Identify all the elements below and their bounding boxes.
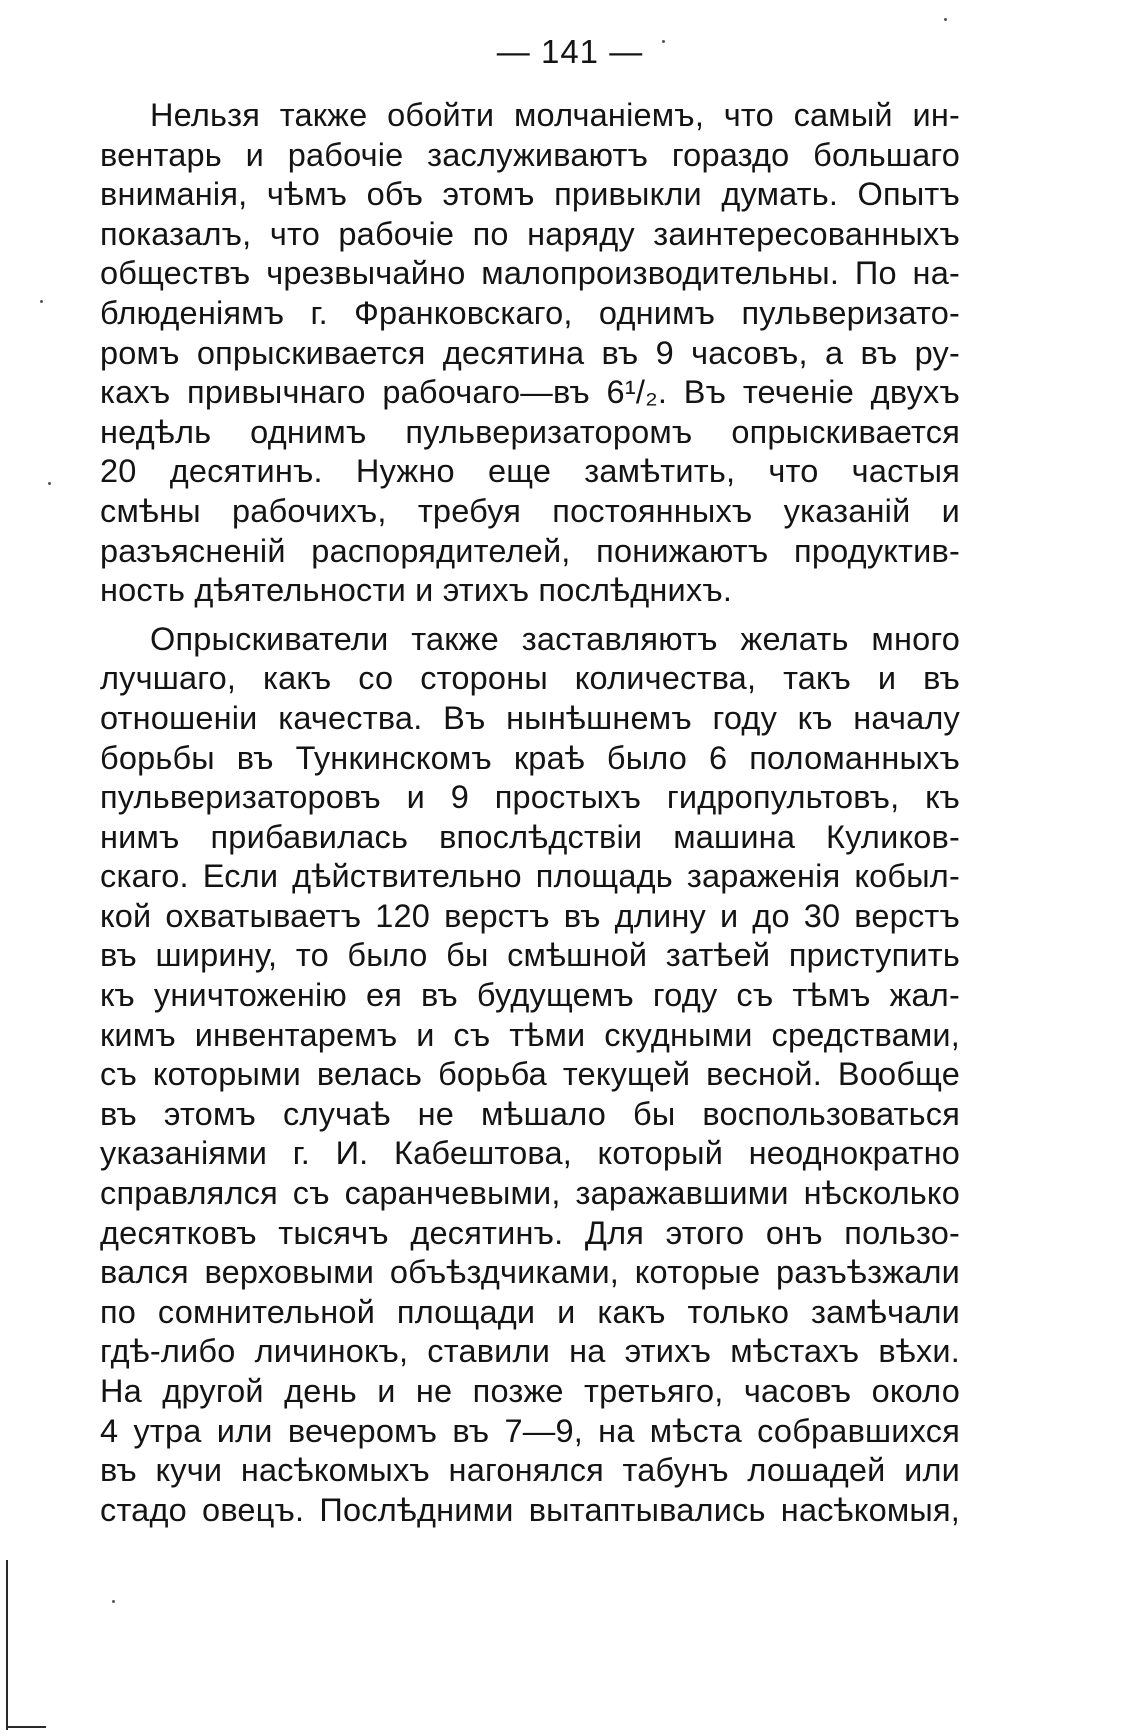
text-line: пульверизаторовъ и 9 простыхъ гидропультовъ, къ [100, 779, 960, 816]
text-line: стадо овецъ. Послѣдними вытаптывались насѣкомыя, [100, 1491, 960, 1528]
text-line: гдѣ-либо личинокъ, ставили на этихъ мѣстахъ вѣхи. [100, 1333, 960, 1370]
page-number: — 141 — [496, 33, 644, 70]
text-line: указаніями г. И. Кабештова, который неоднократно [100, 1135, 960, 1172]
text-line: вался верховыми объѣздчиками, которые разъѣзжали [100, 1254, 960, 1291]
text-line: недѣль однимъ пульверизаторомъ опрыскивается [100, 413, 960, 450]
text-line: по сомнительной площади и какъ только замѣчали [100, 1293, 960, 1330]
text-line: скаго. Если дѣйствительно площадь зараженія кобыл- [100, 858, 960, 895]
text-line: смѣны рабочихъ, требуя постоянныхъ указаній и [100, 492, 960, 529]
text-line: десятковъ тысячъ десятинъ. Для этого онъ пользо- [100, 1214, 960, 1251]
text-line: Нельзя также обойти молчаніемъ, что самый ин- [150, 97, 960, 133]
text-line: Опрыскиватели также заставляютъ желать много [150, 620, 960, 657]
text-line: ромъ опрыскивается десятина въ 9 часовъ, а въ ру- [100, 334, 960, 371]
paragraph [100, 96, 960, 611]
scan-speck [112, 1600, 115, 1603]
text-line: кой охватываетъ 120 верстъ въ длину и до 30 верстъ [100, 897, 960, 934]
text-line: съ которыми велась борьба текущей весной. Вообще [100, 1056, 960, 1093]
text-line: На другой день и не позже третьяго, часовъ около [100, 1373, 960, 1409]
text-line: кимъ инвентаремъ и съ тѣми скудными средствами, [100, 1016, 960, 1053]
scan-edge-mark [6, 1726, 46, 1728]
text-line: вниманія, чѣмъ объ этомъ привыкли думать. Опытъ [100, 176, 960, 213]
text-line: справлялся съ саранчевыми, заражавшими нѣсколько [100, 1175, 960, 1212]
text-line: вентарь и рабочіе заслуживаютъ гораздо большаго [100, 136, 960, 173]
text-line: борьбы въ Тункинскомъ краѣ было 6 поломанныхъ [100, 739, 960, 776]
text-line: 4 утра или вечеромъ въ 7—9, на мѣста собравшихся [100, 1412, 960, 1449]
body-text [100, 96, 960, 1530]
text-line: показалъ, что рабочіе по наряду заинтересованныхъ [100, 215, 960, 252]
scan-speck [40, 300, 43, 303]
text-line: обществъ чрезвычайно малопроизводительны. По на- [100, 255, 960, 292]
text-line: къ уничтоженію ея въ будущемъ году съ тѣмъ жал- [100, 977, 960, 1014]
scan-speck [944, 18, 947, 21]
text-line: нимъ прибавилась впослѣдствіи машина Куликов- [100, 818, 960, 855]
text-line: 20 десятинъ. Нужно еще замѣтить, что частыя [100, 453, 960, 490]
scan-edge-mark [6, 1560, 8, 1730]
text-line: отношеніи качества. Въ нынѣшнемъ году къ началу [100, 699, 960, 736]
text-line: лучшаго, какъ со стороны количества, такъ и въ [100, 660, 960, 697]
paragraph [100, 620, 960, 1531]
text-line: ность дѣятельности и этихъ послѣднихъ. [100, 572, 733, 609]
scan-speck [48, 482, 51, 485]
text-line: въ этомъ случаѣ не мѣшало бы воспользоваться [100, 1095, 960, 1132]
text-line: въ кучи насѣкомыхъ нагонялся табунъ лошадей или [100, 1452, 960, 1489]
text-line: разъясненій распорядителей, понижаютъ продуктив- [100, 532, 960, 569]
text-line: въ ширину, то было бы смѣшной затѣей приступить [100, 937, 960, 974]
text-line: кахъ привычнаго рабочаго—въ 6¹/₂. Въ теченіе двухъ [100, 374, 960, 411]
scan-speck [662, 40, 665, 43]
text-line: блюденіямъ г. Франковскаго, однимъ пульверизато- [100, 294, 960, 331]
